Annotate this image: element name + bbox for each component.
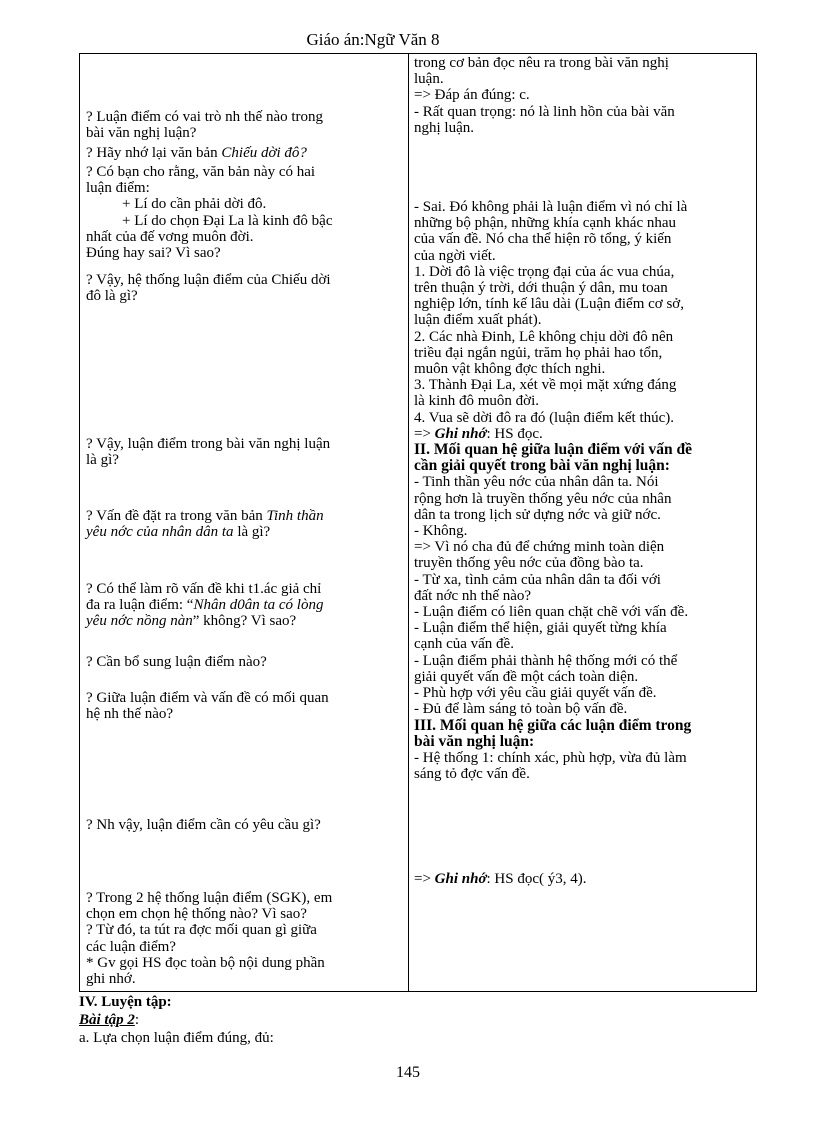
- exercise-title: [79, 1011, 757, 1029]
- text-span: : HS đọc.: [486, 425, 543, 442]
- text-line: Đúng hay sai? Vì sao?: [86, 245, 221, 262]
- text-line: đô là gì?: [86, 288, 138, 305]
- text-line: cạnh của vấn đề.: [414, 636, 514, 653]
- exercise-label: Bài tập 2: [79, 1012, 135, 1028]
- text-line: ? Có bạn cho rằng, văn bản này có hai: [86, 164, 316, 180]
- text-line: ? Có thể làm rõ vấn đề khi t1.ác giả chỉ: [86, 581, 322, 597]
- question-requirements: [86, 817, 400, 833]
- text-line: [414, 871, 754, 887]
- text-line: những bộ phận, những khía cạnh khác nhau: [414, 215, 677, 232]
- text-line: luận điểm xuất phát).: [414, 312, 542, 329]
- text-line: luận.: [414, 71, 444, 88]
- text-span: : HS đọc( ý3, 4).: [486, 871, 587, 887]
- text-line: ? Vậy, luận điểm trong bài văn nghị luận: [86, 436, 331, 452]
- text-line: 3. Thành Đại La, xét về mọi mặt xứng đáng: [414, 377, 677, 394]
- exercise-colon: :: [134, 1012, 140, 1028]
- text-line: luận điểm:: [86, 180, 150, 197]
- question-issue: [86, 508, 400, 540]
- text-line: nhất của đế vơng muôn đời.: [86, 228, 254, 245]
- text-italic: yêu nớc của nhân dân ta: [86, 524, 234, 541]
- text-span: =>: [414, 425, 435, 442]
- practice-section: [79, 993, 757, 1047]
- text-line: [86, 508, 400, 524]
- text-span: ? Vấn đề đặt ra trong văn bản: [86, 508, 267, 524]
- text-line: là kinh đô muôn đời.: [414, 393, 540, 410]
- question-recall-text: [86, 145, 400, 161]
- text-line: ? Luận điểm có vai trò nh thế nào trong: [86, 109, 324, 125]
- text-line: ? Cần bổ sung luận điểm nào?: [86, 654, 267, 670]
- text-span: =>: [414, 871, 435, 887]
- text-line: trên thuận ý trời, dới thuận ý dân, mu toan: [414, 280, 668, 297]
- text-line: - Luận điểm có liên quan chặt chẽ với vấn đề.: [414, 604, 689, 621]
- text-line: muôn vật không đợc thích nghi.: [414, 361, 606, 378]
- text-line: 4. Vua sẽ dời đô ra đó (luận điểm kết thúc).: [414, 409, 675, 426]
- text-line: + Lí do cần phải dời đô.: [122, 196, 267, 213]
- text-line: II. Mối quan hệ giữa luận điểm với vấn đề: [414, 441, 692, 459]
- text-line: [86, 613, 400, 629]
- text-line: cần giải quyết trong bài văn nghị luận:: [414, 457, 670, 475]
- question-what-is-thesis: [86, 436, 400, 468]
- text-line: ? Từ đó, ta tút ra đợc mối quan gì giữa: [86, 922, 317, 939]
- text-line: - Luận điểm phải thành hệ thống mới có thể: [414, 652, 678, 669]
- text-span: ” không? Vì sao?: [192, 613, 297, 630]
- text-bold-italic: Ghi nhớ: [434, 425, 487, 442]
- text-line: triều đại ngắn ngủi, trăm họ phải hao tổn,: [414, 344, 663, 361]
- text-italic: Nhân d0ân ta có lòng: [193, 597, 324, 614]
- text-line: * Gv gọi HS đọc toàn bộ nội dung phần: [86, 954, 325, 971]
- text-line: sáng tỏ đợc vấn đề.: [414, 766, 530, 783]
- question-clarify-issue: [86, 581, 400, 630]
- text-line: - Phù hợp với yêu cầu giải quyết vấn đề.: [414, 685, 657, 702]
- text-line: ? Vậy, hệ thống luận điểm của Chiếu dời: [86, 272, 331, 288]
- text-line: - Luận điểm thể hiện, giải quyết từng khía: [414, 620, 667, 637]
- answer-intro: [414, 55, 754, 136]
- text-line: + Lí do chọn Đại La là kinh đô bậc: [122, 212, 333, 229]
- text-line: trong cơ bản đọc nêu ra trong bài văn nghị: [414, 55, 669, 71]
- text-line: truyền thống yêu nớc của đồng bào ta.: [414, 555, 644, 572]
- question-thesis-system: [86, 272, 400, 304]
- text-line: của ngời viết.: [414, 247, 496, 264]
- text-italic: yêu nớc nồng nàn: [86, 613, 193, 630]
- teacher-questions-column: [86, 54, 400, 991]
- text-line: [414, 426, 754, 442]
- text-line: bài văn nghị luận:: [414, 732, 535, 750]
- question-add-thesis: [86, 654, 400, 670]
- text-line: của vấn đề. Nó cha thể hiện rõ tổng, ý kiến: [414, 231, 672, 248]
- text-span: là gì?: [233, 524, 271, 541]
- student-answers-column: [414, 54, 754, 991]
- text-line: 2. Các nhà Đinh, Lê không chịu dời đô nên: [414, 328, 674, 345]
- text-line: bài văn nghị luận?: [86, 125, 197, 142]
- text-span: ? Hãy nhớ lại văn bản: [86, 145, 222, 161]
- question-relation: [86, 690, 400, 722]
- answer-summary: [414, 871, 754, 887]
- text-line: ? Giữa luận điểm và vấn đề có mối quan: [86, 690, 329, 706]
- text-line: rộng hơn là truyền thống yêu nớc của nhân: [414, 490, 672, 507]
- text-line: => Đáp án đúng: c.: [414, 87, 530, 104]
- text-italic: Chiếu dời đô?: [221, 145, 307, 161]
- text-line: - Sai. Đó không phải là luận điểm vì nó chỉ là: [414, 199, 688, 215]
- text-line: ? Nh vậy, luận điểm cần có yêu cầu gì?: [86, 817, 321, 833]
- section-heading-ii: [414, 442, 754, 474]
- text-line: chọn em chọn hệ thống nào? Vì sao?: [86, 906, 307, 923]
- text-line: 1. Dời đô là việc trọng đại của ác vua chúa,: [414, 263, 675, 280]
- header-title: Giáo án:Ngữ Văn 8: [306, 30, 440, 49]
- text-line: nghiệp lớn, tính kế lâu dài (Luận điểm cơ sở,: [414, 296, 684, 313]
- page-number: 145: [396, 1064, 420, 1081]
- section-heading-iii: [414, 718, 754, 750]
- exercise-line: a. Lựa chọn luận điểm đúng, đủ:: [79, 1030, 274, 1046]
- text-line: - Tinh thần yêu nớc của nhân dân ta. Nói: [414, 474, 659, 491]
- question-choose-system: [86, 890, 400, 987]
- question-role-of-thesis: [86, 109, 400, 141]
- text-italic: Tinh thần: [266, 508, 324, 524]
- text-line: hệ nh thế nào?: [86, 706, 174, 723]
- question-two-theses: [86, 164, 400, 261]
- text-span: đa ra luận điểm: “: [86, 597, 194, 614]
- text-line: [86, 597, 400, 613]
- text-line: [86, 145, 400, 161]
- text-bold-italic: Ghi nhớ: [434, 871, 487, 887]
- section-heading-iv: IV. Luyện tập:: [79, 994, 172, 1010]
- text-line: - Không.: [414, 523, 468, 540]
- text-line: nghị luận.: [414, 119, 474, 136]
- text-line: là gì?: [86, 452, 119, 469]
- text-line: ? Trong 2 hệ thống luận điểm (SGK), em: [86, 890, 333, 906]
- text-line: các luận điểm?: [86, 938, 176, 955]
- text-line: [86, 524, 400, 540]
- text-line: đất nớc nh thế nào?: [414, 587, 532, 604]
- text-line: - Hệ thống 1: chính xác, phù hợp, vừa đủ làm: [414, 749, 687, 766]
- text-line: => Vì nó cha đủ để chứng minh toàn diện: [414, 539, 665, 556]
- text-line: III. Mối quan hệ giữa các luận điểm trong: [414, 716, 692, 734]
- lesson-table: [79, 53, 757, 992]
- page-header: [0, 30, 816, 50]
- text-line: - Từ xa, tình cảm của nhân dân ta đối với: [414, 571, 661, 588]
- text-line: - Đủ để làm sáng tỏ toàn bộ vấn đề.: [414, 701, 628, 718]
- text-line: dân ta trong lịch sử dựng nớc và giữ nớc.: [414, 506, 661, 523]
- text-line: - Rất quan trọng: nó là linh hồn của bài văn: [414, 103, 675, 120]
- text-line: ghi nhớ.: [86, 971, 136, 988]
- text-line: giải quyết vấn đề một cách toàn diện.: [414, 668, 639, 685]
- column-divider: [408, 54, 409, 991]
- answer-wrong-reason: [414, 199, 754, 782]
